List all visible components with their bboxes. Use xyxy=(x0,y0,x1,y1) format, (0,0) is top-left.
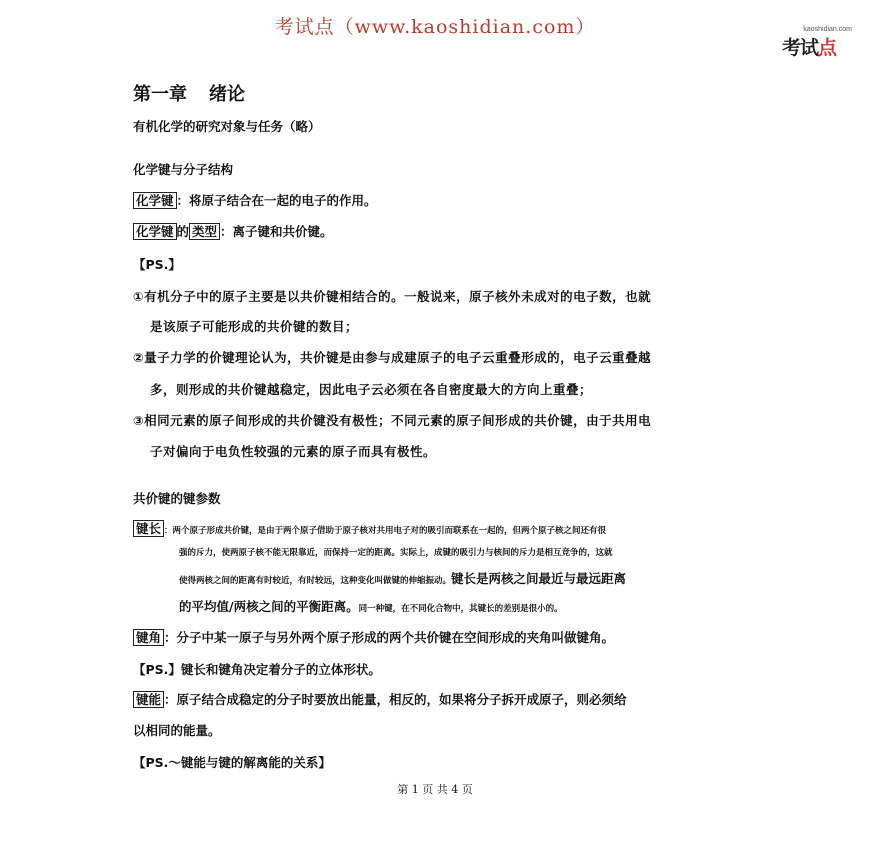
section-chemical-bond: 化学键与分子结构 xyxy=(133,162,234,177)
definition-chemical-bond: 化学键 ：将原子结合在一起的电子的作用。 xyxy=(133,191,377,209)
bond-energy-line-2: 以相同的能量。 xyxy=(133,723,221,738)
chapter-name: 绪论 xyxy=(209,84,245,105)
bond-length-line-4: 的平均值/两核之间的平衡距离。同一种键，在不同化合物中，其键长的差别是很小的。 xyxy=(179,599,563,614)
paragraph-1-line-1: ①有机分子中的原子主要是以共价键相结合的。一般说来，原子核外未成对的电子数，也就 xyxy=(133,289,652,304)
term-bond-energy: 键能 xyxy=(133,691,164,708)
bond-length-line-3: 使得两核之间的距离有时较近，有时较远，这种变化叫做键的伸缩振动。键长是两核之间最近与最远距离 xyxy=(179,571,627,586)
term-chemical-bond-2: 化学键 xyxy=(133,223,177,240)
term-chemical-bond: 化学键 xyxy=(133,192,177,209)
page-footer: 第 1 页 共 4 页 xyxy=(397,783,473,796)
paragraph-3-line-1: ③相同元素的原子间形成的共价键没有极性；不同元素的原子间形成的共价键，由于共用电 xyxy=(133,413,652,428)
logo-text: 考试点 xyxy=(782,37,837,59)
paragraph-3-line-2: 子对偏向于电负性较强的元素的原子而具有极性。 xyxy=(150,444,437,459)
paragraph-2-line-1: ②量子力学的价键理论认为，共价键是由参与成建原子的电子云重叠形成的，电子云重叠越 xyxy=(133,350,652,365)
paragraph-2-line-2: 多，则形成的共价键越稳定，因此电子云必须在各自密度最大的方向上重叠； xyxy=(150,382,593,397)
chapter-title xyxy=(133,80,245,106)
site-logo[interactable] xyxy=(782,26,852,60)
term-bond-length: 键长 xyxy=(133,520,164,537)
section-bond-parameters: 共价键的键参数 xyxy=(133,491,221,506)
ps-note-1: 【PS.】 xyxy=(133,257,181,272)
paragraph-1-line-2: 是该原子可能形成的共价键的数目； xyxy=(150,319,359,334)
definition-bond-types: 化学键 的 类型 ：离子键和共价键。 xyxy=(133,222,333,240)
header-title: 考试点（www.kaoshidian.com） xyxy=(274,16,596,38)
bond-length-line-2: 强的斥力，使两原子核不能无限靠近，而保持一定的距离。实际上，成键的吸引力与核间的斥力是相互竞争的，这就 xyxy=(179,548,613,558)
term-type: 类型 xyxy=(189,223,220,240)
bond-length-line-1: 键长 ：两个原子形成共价键，是由于两个原子借助于原子核对共用电子对的吸引而联系在一起的，但两个原子核之间还有很 xyxy=(133,519,606,537)
definition-bond-energy: 键能 ：原子结合成稳定的分子时要放出能量，相反的，如果将分子拆开成原子，则必须给 xyxy=(133,690,627,708)
ps-note-3: 【PS.～键能与键的解离能的关系】 xyxy=(133,755,331,770)
ps-note-2: 【PS.】键长和键角决定着分子的立体形状。 xyxy=(133,662,381,677)
section-research-object: 有机化学的研究对象与任务（略） xyxy=(133,119,321,134)
logo-url: kaoshidian.com xyxy=(803,26,852,33)
term-bond-angle: 键角 xyxy=(133,629,164,646)
chapter-number: 第一章 xyxy=(133,84,187,105)
definition-bond-angle: 键角 ：分子中某一原子与另外两个原子形成的两个共价键在空间形成的夹角叫做键角。 xyxy=(133,628,614,646)
